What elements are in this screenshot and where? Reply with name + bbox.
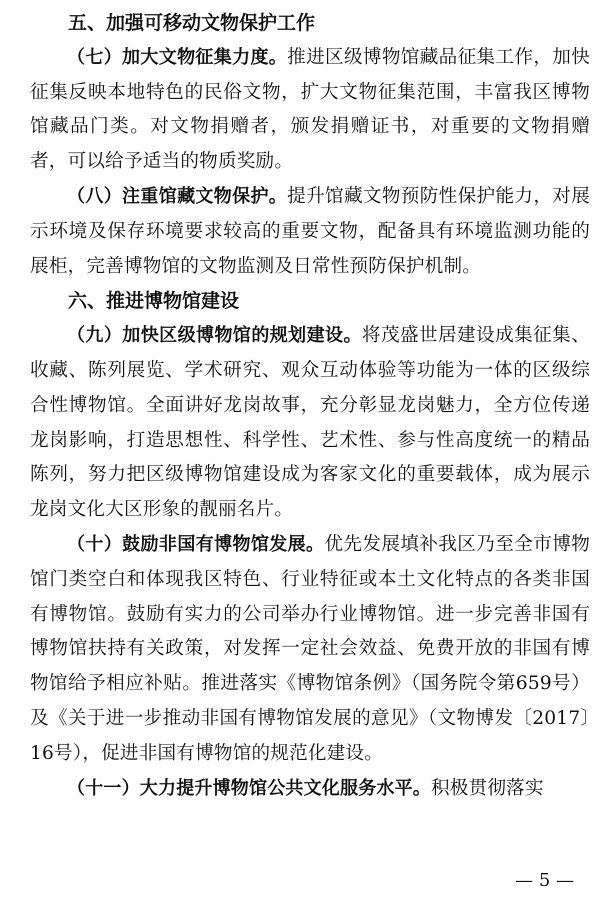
paragraph-item-ten xyxy=(30,528,590,772)
document-body xyxy=(30,6,590,806)
paragraph-lead-nine: （九）加快区级博物馆的规划建设。 xyxy=(67,325,362,347)
paragraph-text-seven: 推进区级博物馆藏品征集工作，加快征集反映本地特色的民俗文物，扩大文物征集范围，丰富我区博物馆藏品门类。对文物捐赠者，颁发捐赠证书，对重要的文物捐赠者，可以给予适当的物质奖励。 xyxy=(30,46,591,173)
paragraph-lead-ten: （十）鼓励非国有博物馆发展。 xyxy=(67,533,325,555)
section-heading-six: 六、推进博物馆建设 xyxy=(68,290,240,313)
section-heading-five: 五、加强可移动文物保护工作 xyxy=(68,12,316,34)
paragraph-text-eight: 提升馆藏文物预防性保护能力，对展示环境及保存环境要求较高的重要文物，配备具有环境监测功能的展柜，完善博物馆的文物监测及日常性预防保护机制。 xyxy=(30,185,591,277)
page-number: — 5 — xyxy=(515,870,574,891)
paragraph-text-ten: 优先发展填补我区乃至全市博物馆门类空白和体现我区特色、行业特征或本土文化特点的各类非国有博物馆。鼓励有实力的公司举办行业博物馆。进一步完善非国有博物馆扶持有关政策，对发挥一定社会效益、免费开放的非国有博物馆给予相应补贴。推进落实《博物馆条例》（国务院令第659号）及《关于进一步推动非国有博物馆发展的意见》（文物博发〔2017〕16号），促进非国有博物馆的规范化建设。 xyxy=(30,533,590,764)
paragraph-item-seven xyxy=(30,41,590,180)
paragraph-item-eleven xyxy=(30,772,590,807)
paragraph-item-eight xyxy=(30,180,590,284)
paragraph-text-nine: 将茂盛世居建设成集征集、收藏、陈列展览、学术研究、观众互动体验等功能为一体的区级综合性博物馆。全面讲好龙岗故事，充分彰显龙岗魅力，全方位传递龙岗影响，打造思想性、科学性、艺术性、参与性高度统一的精品陈列，努力把区级博物馆建设成为客家文化的重要载体，成为展示龙岗文化大区形象的靓丽名片。 xyxy=(30,325,591,521)
paragraph-lead-eight: （八）注重馆藏文物保护。 xyxy=(67,185,288,207)
paragraph-text-eleven: 积极贯彻落实 xyxy=(431,777,544,799)
paragraph-lead-eleven: （十一）大力提升博物馆公共文化服务水平。 xyxy=(67,777,431,799)
paragraph-item-nine xyxy=(30,319,590,528)
paragraph-lead-seven: （七）加大文物征集力度。 xyxy=(67,46,288,68)
